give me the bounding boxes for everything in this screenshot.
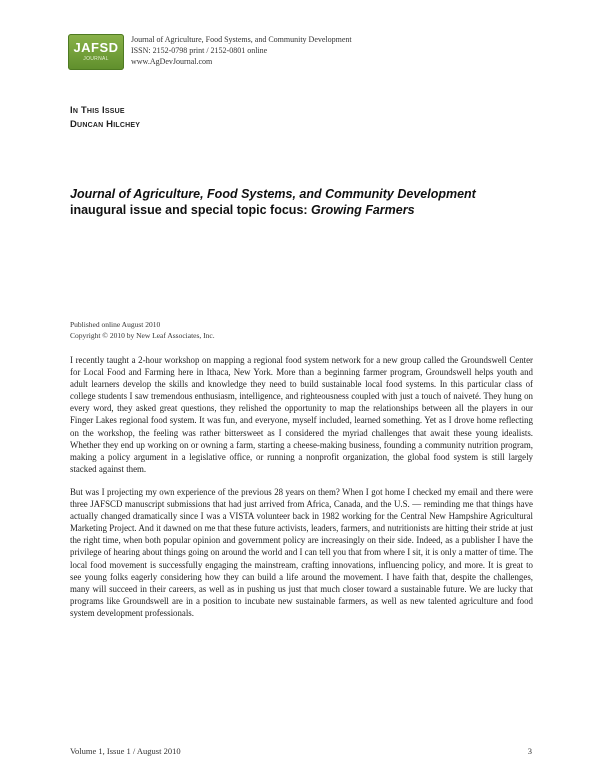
- logo-subtext: JOURNAL: [83, 56, 109, 62]
- issue-info: Volume 1, Issue 1 / August 2010: [70, 746, 181, 756]
- section-header: [70, 104, 140, 132]
- journal-issn: ISSN: 2152-0798 print / 2152-0801 online: [131, 46, 268, 55]
- article-meta: [70, 319, 215, 341]
- article-body: [70, 354, 533, 630]
- logo-text: JAFSD: [73, 40, 119, 55]
- title-topic: Growing Farmers: [311, 203, 415, 217]
- title-line-2: inaugural issue and special topic focus:: [70, 203, 312, 217]
- title-line-1: Journal of Agriculture, Food Systems, and Community Development: [70, 187, 476, 201]
- journal-name: Journal of Agriculture, Food Systems, and Community Development: [131, 35, 352, 44]
- page-number: 3: [527, 746, 532, 756]
- copyright-line: Copyright © 2010 by New Leaf Associates, Inc.: [70, 331, 215, 340]
- published-date: Published online August 2010: [70, 320, 161, 329]
- paragraph: I recently taught a 2-hour workshop on mapping a regional food system network for a new group called the Groundswell Center for Local Food and Farming here in Ithaca, New York. More than a beginning farmer program, Groundswell helps youth and adult learners develop the skills and knowledge they need to build sustainable local food systems. In this particular class of college students I saw tremendous enthusiasm, intelligence, and righteousness coupled with just a touch of naiveté. They hung on every word, they asked great questions, they relished the opportunity to map the relationships between all the players in our Finger Lakes regional food system. It was fun, and everyone, myself included, learned something. Yet as I drove home reflecting on the workshop, the feeling was rather bittersweet as I considered the myriad challenges that await these young idealists. Whether they end up working on or owning a farm, starting a cheese-making business, founding a community nutrition program, making a policy argument in a legislative office, or running a nonprofit organization, the global food system is still largely stacked against them.: [70, 355, 533, 474]
- journal-website[interactable]: www.AgDevJournal.com: [131, 57, 213, 66]
- article-title: [70, 186, 540, 218]
- paragraph: But was I projecting my own experience of the previous 28 years on them? When I got home I checked my email and there were three JAFSCD manuscript submissions that had just arrived from Africa, Canada, and the U.S. — reminding me that things have actually changed dramatically since I was a VISTA volunteer back in 1982 working for the Central New Hampshire Agricultural Marketing Project. And it dawned on me that these future activists, leaders, farmers, and nutritionists are hitting their stride at just the right time, when both popular opinion and government policy are increasingly on their side. Indeed, as a publisher I have the privilege of hearing about things going on around the world and I can tell you that from where I sit, it is only a matter of time. The local food movement is successfully engaging the mainstream, crafting innovations, influencing policy, and more. It is great to see young folks eagerly considering how they can build a life around the movement. I have faith that, despite the challenges, many will succeed in their careers, as well as in pushing us just that much closer toward a sustainable future. We are lucky that programs like Groundswell are in a position to incubate new sustainable farmers, as well as new talented agriculture and food system development professionals.: [70, 486, 533, 618]
- section-label: In This Issue: [70, 105, 125, 116]
- journal-info: [131, 34, 352, 67]
- journal-logo: [68, 34, 124, 70]
- section-author: Duncan Hilchey: [70, 119, 141, 130]
